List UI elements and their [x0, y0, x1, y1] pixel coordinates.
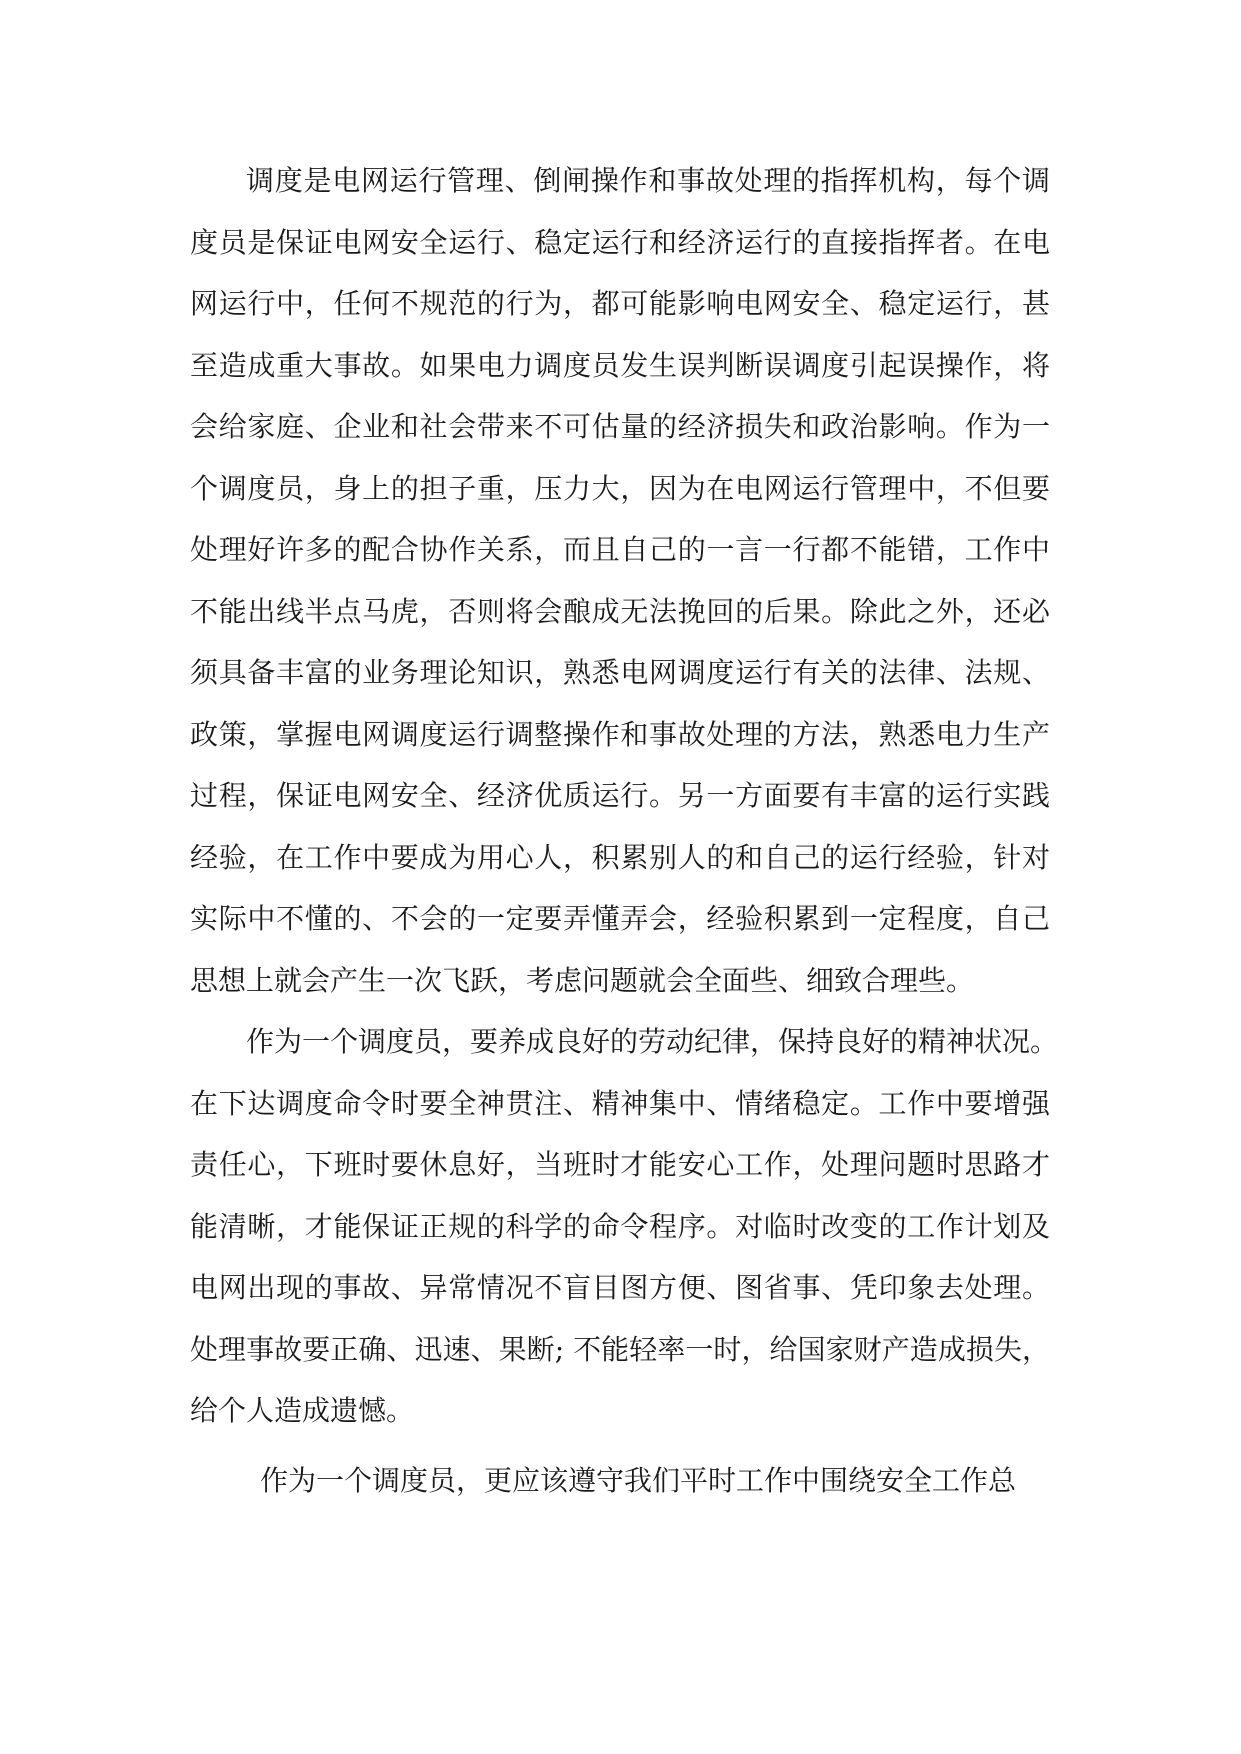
- paragraph-line: 政策，掌握电网调度运行调整操作和事故处理的方法，熟悉电力生产: [190, 717, 1050, 751]
- paragraph-line: 不能出线半点马虎，否则将会酿成无法挽回的后果。除此之外，还必: [190, 594, 1050, 628]
- paragraph-line: 处理事故要正确、迅速、果断; 不能轻率一时，给国家财产造成损失，: [190, 1332, 1050, 1366]
- paragraph-line: 思想上就会产生一次飞跃，考虑问题就会全面些、细致合理些。: [190, 963, 975, 997]
- paragraph-line: 网运行中，任何不规范的行为，都可能影响电网安全、稳定运行，甚: [190, 287, 1050, 320]
- paragraph-2: [190, 1011, 1059, 1442]
- paragraph-line: 作为一个调度员，要养成良好的劳动纪律，保持良好的精神状况。: [246, 1025, 1059, 1058]
- paragraph-line: 给个人造成遗憾。: [190, 1394, 415, 1427]
- paragraph-1: [190, 150, 1050, 1011]
- paragraph-3: [190, 1450, 1050, 1512]
- paragraph-line: 过程，保证电网安全、经济优质运行。另一方面要有丰富的运行实践: [190, 779, 1050, 812]
- paragraph-line: 责任心，下班时要休息好，当班时才能安心工作，处理问题时思路才: [190, 1148, 1050, 1181]
- paragraph-line: 能清晰，才能保证正规的科学的命令程序。对临时改变的工作计划及: [190, 1209, 1050, 1243]
- paragraph-line: 作为一个调度员，更应该遵守我们平时工作中围绕安全工作总: [260, 1463, 1017, 1497]
- paragraph-line: 至造成重大事故。如果电力调度员发生误判断误调度引起误操作，将: [190, 348, 1050, 382]
- paragraph-line: 个调度员，身上的担子重，压力大，因为在电网运行管理中，不但要: [190, 471, 1050, 505]
- paragraph-line: 实际中不懂的、不会的一定要弄懂弄会，经验积累到一定程度，自己: [190, 902, 1050, 935]
- paragraph-line: 在下达调度命令时要全神贯注、精神集中、情绪稳定。工作中要增强: [190, 1086, 1050, 1120]
- paragraph-line: 经验，在工作中要成为用心人，积累别人的和自己的运行经验，针对: [190, 840, 1050, 874]
- paragraph-line: 处理好许多的配合协作关系，而且自己的一言一行都不能错，工作中: [190, 533, 1050, 566]
- paragraph-spacer: [190, 1442, 1050, 1450]
- paragraph-line: 电网出现的事故、异常情况不盲目图方便、图省事、凭印象去处理。: [190, 1271, 1050, 1304]
- paragraph-line: 须具备丰富的业务理论知识，熟悉电网调度运行有关的法律、法规、: [190, 656, 1050, 689]
- paragraph-line: 会给家庭、企业和社会带来不可估量的经济损失和政治影响。作为一: [190, 410, 1050, 443]
- document-body: [190, 150, 1059, 1511]
- paragraph-line: 调度是电网运行管理、倒闸操作和事故处理的指挥机构，每个调: [246, 164, 1050, 197]
- paragraph-line: 度员是保证电网安全运行、稳定运行和经济运行的直接指挥者。在电: [190, 225, 1050, 259]
